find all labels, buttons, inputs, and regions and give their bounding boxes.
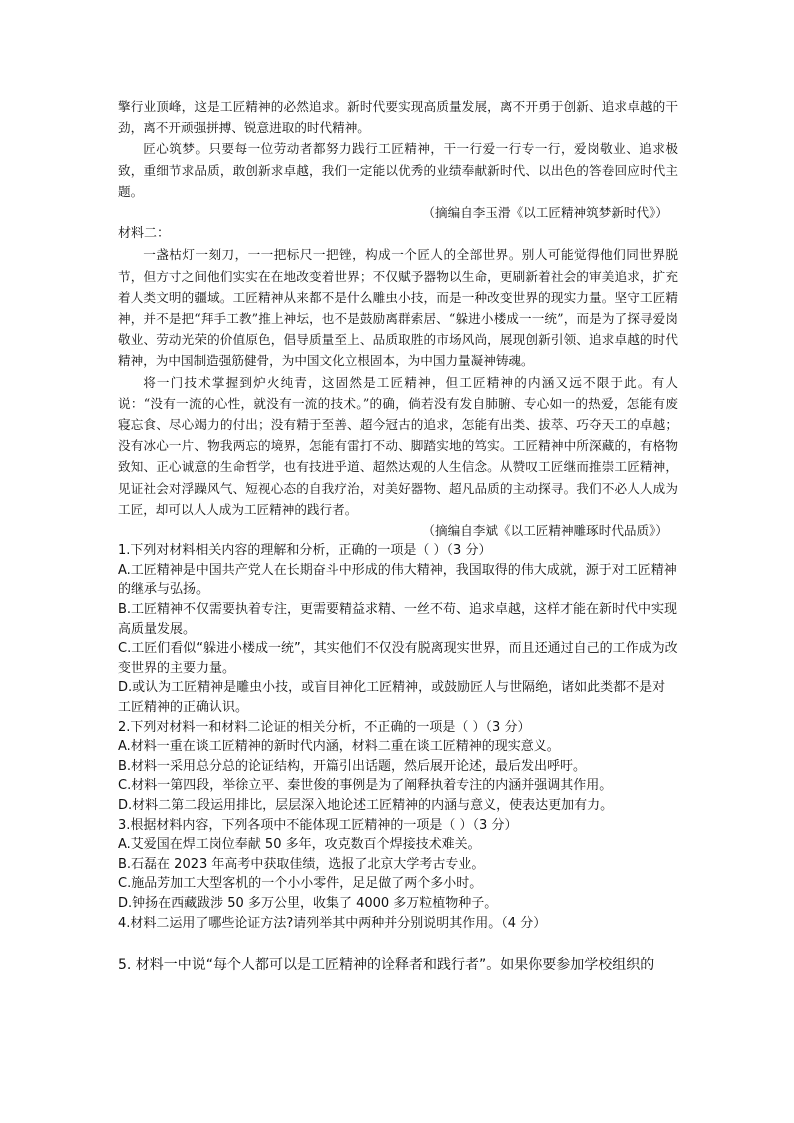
material2-paragraph-1: 一盏枯灯一刻刀，一一把标尺一把锉，构成一个匠人的全部世界。别人可能觉得他们同世界脱节，但方寸之间他们实实在在地改变着世界；不仅赋予器物以生命，更刷新着社会的审美追求，扩充着人类文明的疆域。工匠精神从来都不是什么雕虫小技，而是一种改变世界的现实力量。坚守工匠精神，并不是把“拜手工教”推上神坛，也不是鼓励离群索居、“躲进小楼成一一统”，而是为了探寻爱岗敬业、劳动光荣的价值原色，倡导质量至上、品质取胜的市场风尚，展现创新引领、追求卓越的时代精神，为中国制造强筋健骨，为中国文化立根固本，为中国力量凝神铸魂。 [118, 247, 678, 369]
question-5: 5. 材料一中说“每个人都可以是工匠精神的诠释者和践行者”。如果你要参加学校组织的 [118, 957, 655, 974]
question-4: 4.材料二运用了哪些论证方法?请列举其中两种并分别说明其作用。（4 分） [118, 915, 547, 931]
question-1: 1.下列对材料相关内容的理解和分析，正确的一项是（ ）（3 分） [118, 543, 492, 559]
material1-paragraph-continued: 擎行业顶峰，这是工匠精神的必然追求。新时代要实现高质量发展，离不开勇于创新、追求卓越的干劲，离不开顽强拼搏、锐意进取的时代精神。 [118, 99, 678, 136]
question-2-option-a: A.材料一重在谈工匠精神的新时代内涵，材料二重在谈工匠精神的现实意义。 [118, 739, 560, 755]
material2-heading: 材料二： [118, 226, 171, 242]
material2-source: （摘编自李斌《以工匠精神雕琢时代品质》） [422, 523, 668, 539]
question-3-option-d: D.钟扬在西藏跋涉 50 多万公里，收集了 4000 多万粒植物种子。 [118, 895, 498, 911]
question-1-option-c: C.工匠们看似“躲进小楼成一统”，其实他们不仅没有脱离现实世界，而且还通过自己的工作成为改变世界的主要力量。 [118, 641, 678, 676]
question-3: 3.根据材料内容，下列各项中不能体现工匠精神的一项是（ ）（3 分） [118, 817, 518, 833]
answer-gap [118, 933, 678, 955]
question-2-option-b: B.材料一采用总分总的论证结构，开篇引出话题，然后展开论述，最后发出呼吁。 [118, 758, 587, 774]
question-2: 2.下列对材料一和材料二论证的相关分析，不正确的一项是（ ）（3 分） [118, 719, 531, 735]
question-2-option-d: D.材料二第二段运用排比，层层深入地论述工匠精神的内涵与意义，使表达更加有力。 [118, 797, 614, 813]
material1-source: （摘编自李玉滑《以工匠精神筑梦新时代》） [422, 205, 668, 221]
question-1-option-d: D.或认为工匠精神是雕虫小技，或盲目神化工匠精神，或鼓励匠人与世隔绝，诸如此类都不是对工匠精神的正确认识。 [118, 680, 666, 716]
question-3-option-c: C.施品芳加工大型客机的一个小小零件，足足做了两个多小时。 [118, 876, 483, 892]
question-3-option-b: B.石磊在 2023 年高考中获取佳绩，选报了北京大学考古专业。 [118, 856, 485, 872]
question-1-option-a: A.工匠精神是中国共产党人在长期奋斗中形成的伟大精神，我国取得的伟大成就，源于对工匠精神的继承与弘扬。 [118, 562, 677, 598]
question-3-option-a: A.艾爱国在焊工岗位奉献 50 多年，攻克数百个焊接技术难关。 [118, 837, 481, 853]
question-1-option-b: B.工匠精神不仅需要执着专注，更需要精益求精、一丝不苟、追求卓越，这样才能在新时代中实现高质量发展。 [118, 602, 678, 637]
exam-page [118, 96, 678, 975]
material1-paragraph-last: 匠心筑梦。只要每一位劳动者都努力践行工匠精神，干一行爱一行专一行，爱岗敬业、追求极致，重细节求品质，敢创新求卓越，我们一定能以优秀的业绩奉献新时代、以出色的答卷回应时代主题。 [118, 141, 678, 199]
question-2-option-c: C.材料一第四段，举徐立平、秦世俊的事例是为了阐释执着专注的内涵并强调其作用。 [118, 778, 613, 794]
material2-paragraph-2: 将一门技术掌握到炉火纯青，这固然是工匠精神，但工匠精神的内涵又远不限于此。有人说：“没有一流的心性，就没有一流的技术。”的确，倘若没有发自肺腑、专心如一的热爱，怎能有废寝忘食、尽心竭力的付出；没有精于至善、超今冠古的追求，怎能有出类、拔萃、巧夺天工的卓越；没有冰心一片、物我两忘的境界，怎能有雷打不动、脚踏实地的笃实。工匠精神中所深藏的，有格物致知、正心诚意的生命哲学，也有技进乎道、超然达观的人生信念。从赞叹工匠继而推崇工匠精神，见证社会对浮躁风气、短视心态的自我疗治，对美好器物、超凡品质的主动探寻。我们不必人人成为工匠，却可以人人成为工匠精神的践行者。 [118, 374, 678, 517]
